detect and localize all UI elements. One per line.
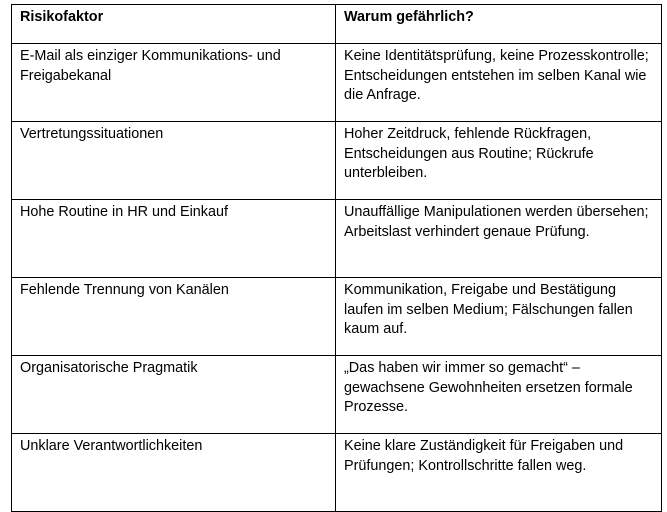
reason-cell: Hoher Zeitdruck, fehlende Rückfragen, Entscheidungen aus Routine; Rückrufe unterbleiben. <box>336 122 662 200</box>
risk-factor-cell: Vertretungssituationen <box>12 122 336 200</box>
risk-factor-cell: Fehlende Trennung von Kanälen <box>12 278 336 356</box>
risk-factor-cell: Hohe Routine in HR und Einkauf <box>12 200 336 278</box>
table-row <box>12 434 662 512</box>
reason-cell: Keine klare Zuständigkeit für Freigaben und Prüfungen; Kontrollschritte fallen weg. <box>336 434 662 512</box>
risk-factor-table <box>11 4 662 512</box>
table-row <box>12 356 662 434</box>
table-header-row <box>12 5 662 44</box>
column-header-risk-factor: Risikofaktor <box>12 5 336 44</box>
table-row <box>12 278 662 356</box>
column-header-why-dangerous: Warum gefährlich? <box>336 5 662 44</box>
risk-factor-cell: E-Mail als einziger Kommunikations- und Freigabekanal <box>12 44 336 122</box>
risk-factor-cell: Organisatorische Pragmatik <box>12 356 336 434</box>
reason-cell: Kommunikation, Freigabe und Bestätigung laufen im selben Medium; Fälschungen fallen kaum auf. <box>336 278 662 356</box>
table-row <box>12 122 662 200</box>
reason-cell: Keine Identitätsprüfung, keine Prozesskontrolle; Entscheidungen entstehen im selben Kanal wie die Anfrage. <box>336 44 662 122</box>
table-row <box>12 200 662 278</box>
reason-cell: „Das haben wir immer so gemacht“ – gewachsene Gewohnheiten ersetzen formale Prozesse. <box>336 356 662 434</box>
risk-factor-cell: Unklare Verantwortlichkeiten <box>12 434 336 512</box>
table-row <box>12 44 662 122</box>
reason-cell: Unauffällige Manipulationen werden übersehen; Arbeitslast verhindert genaue Prüfung. <box>336 200 662 278</box>
